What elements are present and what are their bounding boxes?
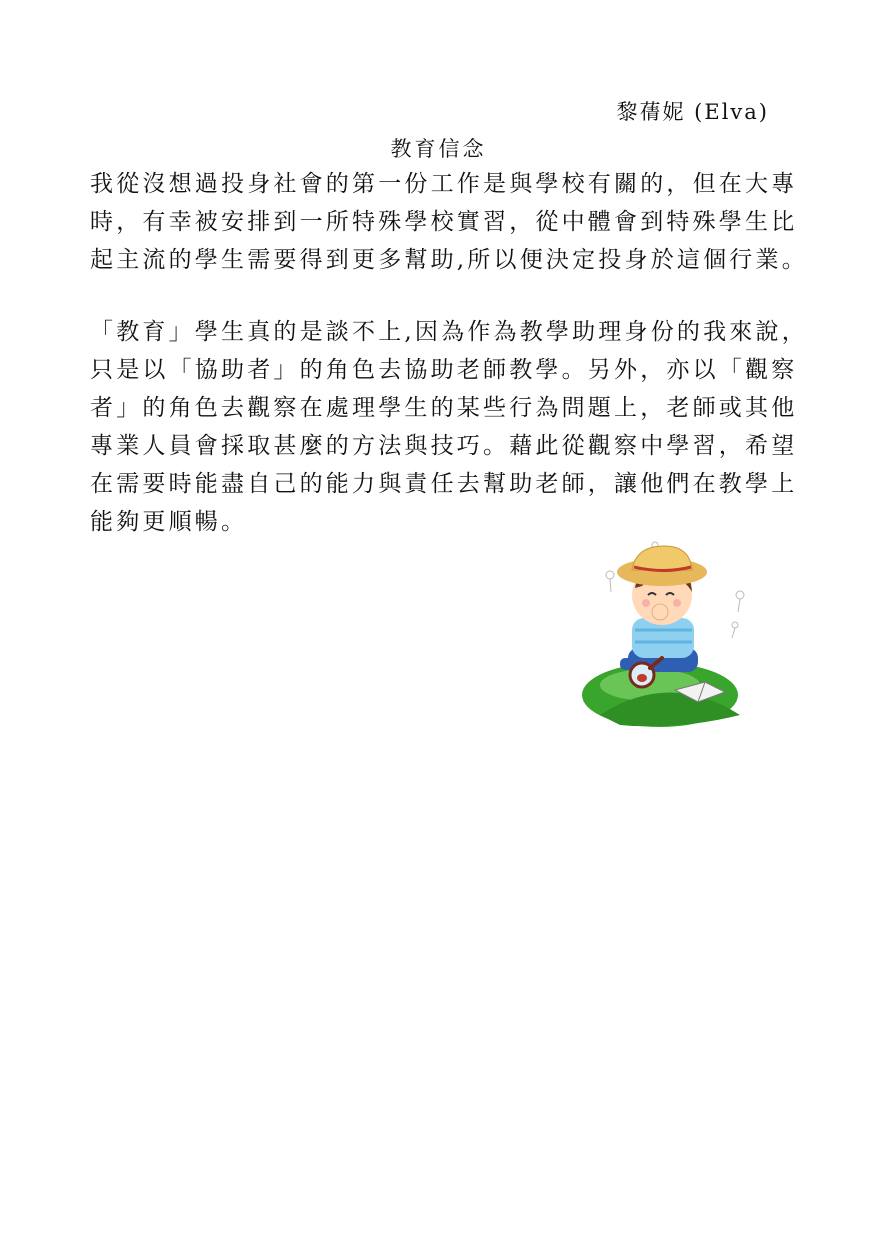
paragraph-line: 起主流的學生需要得到更多幫助,所以便決定投身於這個行業。 [90, 247, 808, 273]
paragraph-line: 者」的角色去觀察在處理學生的某些行為問題上，老師或其他 [90, 395, 798, 421]
paragraph-line: 在需要時能盡自己的能力與責任去幫助老師，讓他們在教學上 [90, 471, 798, 497]
paragraph-line: 只是以「協助者」的角色去協助老師教學。另外，亦以「觀察 [90, 357, 798, 383]
document-title: 教育信念 [390, 137, 487, 161]
child-with-magnifier-illustration [580, 540, 750, 730]
ladybug-icon [637, 674, 647, 682]
paragraph-line: 專業人員會採取甚麼的方法與技巧。藉此從觀察中學習，希望 [90, 433, 798, 459]
paragraph-line: 我從沒想過投身社會的第一份工作是與學校有關的，但在大專 [90, 171, 798, 197]
paragraph-line: 時，有幸被安排到一所特殊學校實習，從中體會到特殊學生比 [90, 209, 798, 235]
paragraph-1 [90, 165, 808, 279]
paragraph-2 [90, 313, 808, 541]
paragraph-line: 能夠更順暢。 [90, 509, 248, 535]
author-name: 黎蒨妮 (Elva) [616, 100, 769, 124]
paragraph-line: 「教育」學生真的是談不上,因為作為教學助理身份的我來說， [90, 319, 808, 345]
